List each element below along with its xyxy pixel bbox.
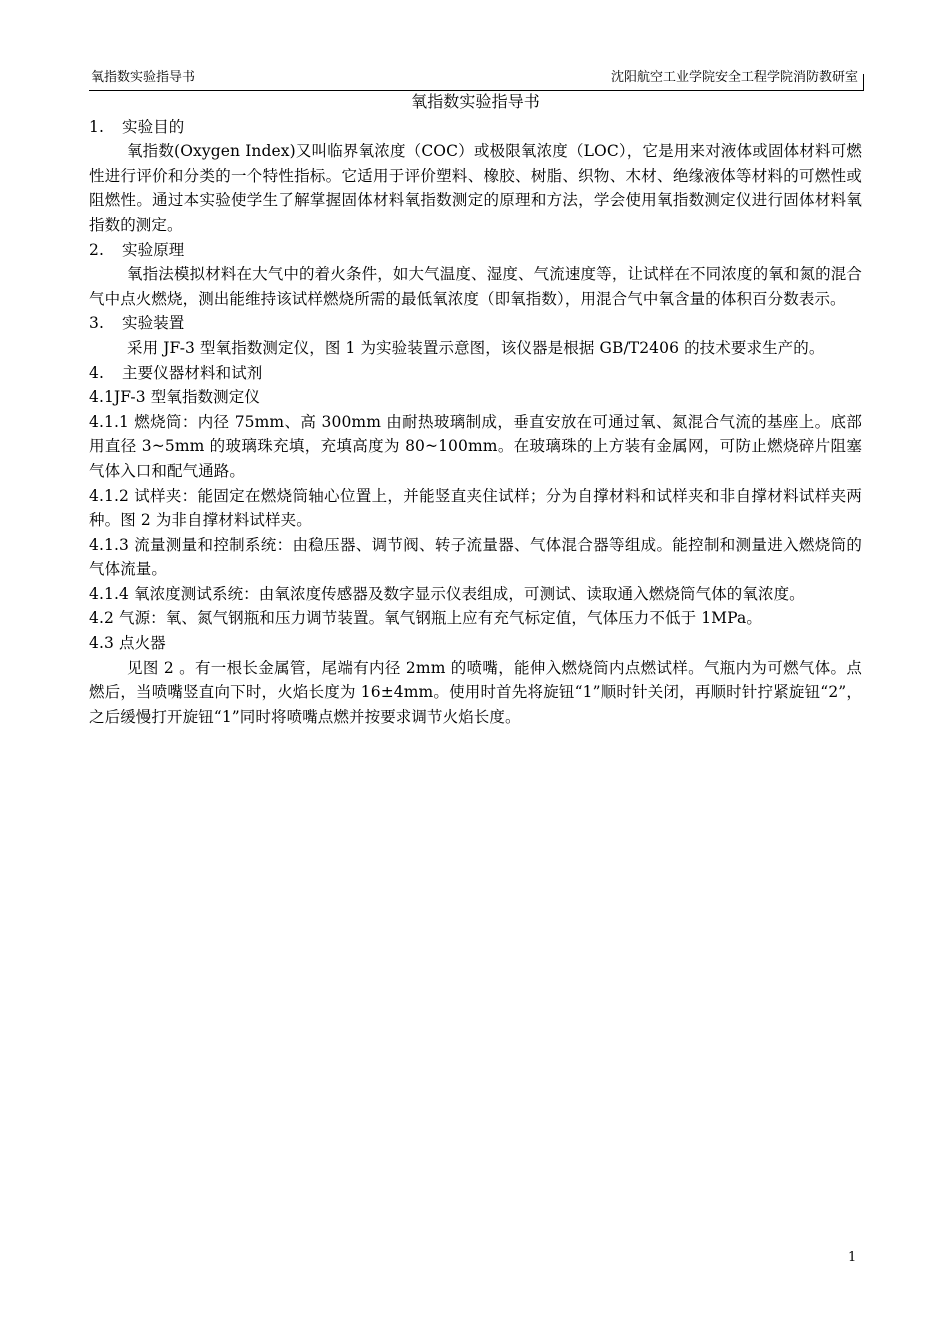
paragraph-4-3: 见图 2 。有一根长金属管，尾端有内径 2mm 的喷嘴，能伸入燃烧筒内点燃试样。气瓶内为可燃气体。点燃后，当喷嘴竖直向下时，火焰长度为 16±4mm。使用时首先将旋钮“1”顺时针关闭，再顺时针拧紧旋钮“2”，之后缓慢打开旋钮“1”同时将喷嘴点燃并按要求调节火焰长度。 [89, 658, 862, 726]
document-body [89, 90, 862, 729]
subsection-4-3-heading: 4.3 点火器 [89, 634, 166, 653]
paragraph-4-1-3: 4.1.3 流量测量和控制系统：由稳压器、调节阀、转子流量器、气体混合器等组成。能控制和测量进入燃烧筒的气体流量。 [89, 535, 862, 579]
document-title: 氧指数实验指导书 [411, 92, 540, 111]
section-heading-text: 主要仪器材料和试剂 [122, 363, 263, 382]
section-number: 1. [89, 117, 104, 136]
section-heading-2 [89, 238, 862, 263]
section-heading-text: 实验装置 [122, 314, 185, 333]
section-number: 4. [89, 363, 104, 382]
section-heading-text: 实验原理 [122, 240, 185, 259]
paragraph-4-2: 4.2 气源：氧、氮气钢瓶和压力调节装置。氧气钢瓶上应有充气标定值，气体压力不低于 1MPa。 [89, 609, 762, 628]
header-right-institution: 沈阳航空工业学院安全工程学院消防教研室 [610, 70, 858, 85]
section-heading-3 [89, 311, 862, 336]
section-number: 2. [89, 240, 104, 259]
paragraph-4-1-2: 4.1.2 试样夹：能固定在燃烧筒轴心位置上，并能竖直夹住试样；分为自撑材料和试样夹和非自撑材料试样夹两种。图 2 为非自撑材料试样夹。 [89, 486, 862, 530]
section-1-paragraph: 氧指数(Oxygen Index)又叫临界氧浓度（COC）或极限氧浓度（LOC），它是用来对液体或固体材料可燃性进行评价和分类的一个特性指标。它适用于评价塑料、橡胶、树脂、织物、木材、绝缘液体等材料的可燃性或阻燃性。通过本实验使学生了解掌握固体材料氧指数测定的原理和方法，学会使用氧指数测定仪进行固体材料氧指数的测定。 [89, 142, 862, 234]
paragraph-4-1-4: 4.1.4 氧浓度测试系统：由氧浓度传感器及数字显示仪表组成，可测试、读取通入燃烧筒气体的氧浓度。 [89, 584, 805, 603]
header-right-rule [863, 74, 864, 90]
section-heading-1 [89, 115, 862, 140]
paragraph-4-1-1: 4.1.1 燃烧筒：内径 75mm、高 300mm 由耐热玻璃制成，垂直安放在可通过氧、氮混合气流的基座上。底部用直径 3~5mm 的玻璃珠充填，充填高度为 80~100mm。在玻璃珠的上方装有金属网，可防止燃烧碎片阻塞气体入口和配气通路。 [89, 412, 862, 480]
page-number: 1 [848, 1250, 857, 1265]
section-2-paragraph: 氧指法模拟材料在大气中的着火条件，如大气温度、湿度、气流速度等，让试样在不同浓度的氧和氮的混合气中点火燃烧，测出能维持该试样燃烧所需的最低氧浓度（即氧指数），用混合气中氧含量的体积百分数表示。 [89, 265, 862, 308]
section-number: 3. [89, 314, 104, 333]
header-left-title: 氧指数实验指导书 [91, 70, 196, 85]
section-heading-text: 实验目的 [122, 117, 185, 136]
page-header [89, 68, 864, 91]
subsection-4-1-heading: 4.1JF-3 型氧指数测定仪 [89, 388, 260, 407]
section-3-paragraph: 采用 JF-3 型氧指数测定仪，图 1 为实验装置示意图，该仪器是根据 GB/T2406 的技术要求生产的。 [127, 338, 825, 357]
section-heading-4 [89, 361, 862, 386]
